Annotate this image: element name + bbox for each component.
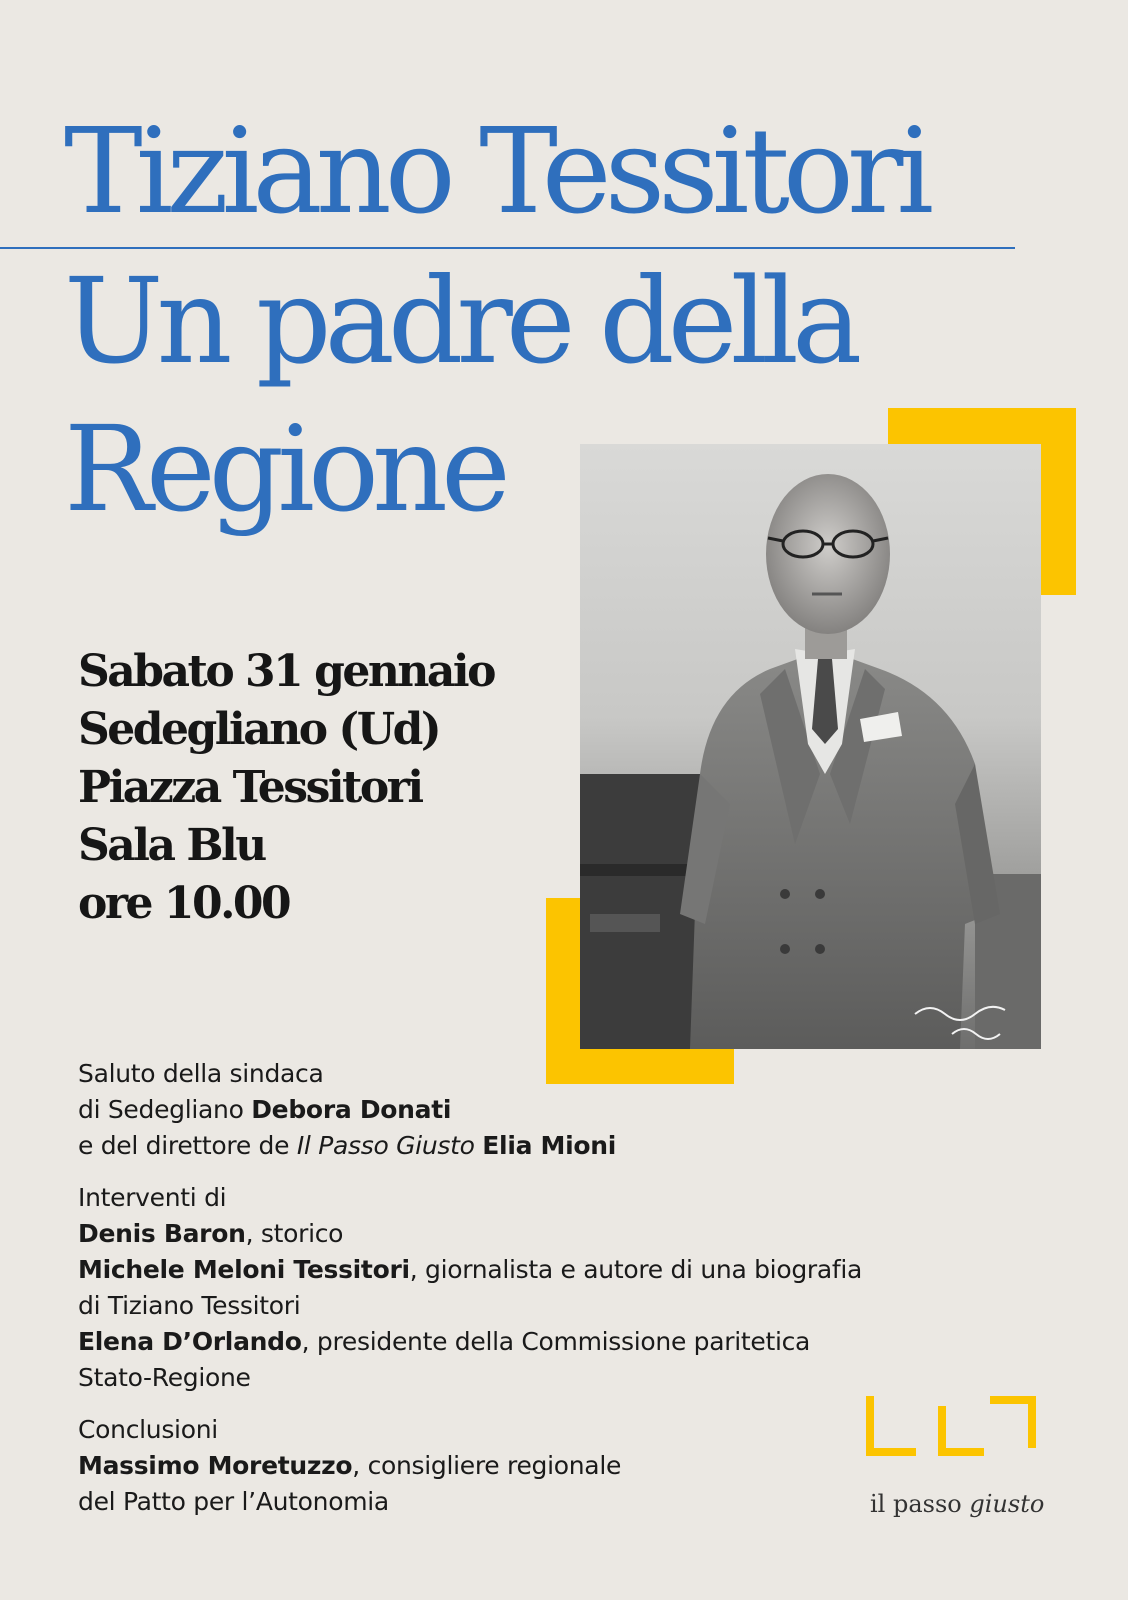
conclusions-role-cont: del Patto per l’Autonomia [78, 1487, 389, 1516]
mayor-name: Debora Donati [251, 1095, 452, 1124]
title-divider [0, 247, 1015, 249]
greeting-line-1: Saluto della sindaca [78, 1059, 324, 1088]
portrait-illustration [580, 444, 1041, 1049]
event-square: Piazza Tessitori [78, 762, 422, 813]
event-details [78, 643, 538, 933]
speaker-2 [78, 1252, 862, 1288]
speaker-3 [78, 1324, 862, 1360]
conclusions-name: Massimo Moretuzzo [78, 1451, 353, 1480]
greeting-block [78, 1056, 616, 1164]
speaker-2-role-cont: di Tiziano Tessitori [78, 1291, 301, 1320]
speaker-3-name: Elena D’Orlando [78, 1327, 302, 1356]
publication-name: Il Passo Giusto [296, 1131, 475, 1160]
title-line-3: Regione [64, 400, 504, 538]
conclusions-role: , consigliere regionale [352, 1451, 622, 1480]
title-line-1: Tiziano Tessitori [64, 102, 928, 240]
speakers-block [78, 1180, 862, 1396]
event-town: Sedegliano (Ud) [78, 704, 440, 755]
portrait-photo [580, 444, 1041, 1049]
conclusions-block [78, 1412, 621, 1520]
conclusions-heading: Conclusioni [78, 1415, 218, 1444]
logo-text [870, 1490, 1044, 1518]
event-time: ore 10.00 [78, 878, 290, 929]
bracket-corners-icon [866, 1396, 1038, 1458]
speaker-1-name: Denis Baron [78, 1219, 246, 1248]
logo-text-regular: il passo [870, 1490, 970, 1518]
speaker-2-name: Michele Meloni Tessitori [78, 1255, 410, 1284]
event-hall: Sala Blu [78, 820, 265, 871]
greeting-line-2-text: di Sedegliano [78, 1095, 252, 1124]
director-name: Elia Mioni [482, 1131, 617, 1160]
conclusions-speaker [78, 1448, 621, 1484]
speaker-1-role: , storico [245, 1219, 344, 1248]
greeting-line-3-text: e del direttore de [78, 1131, 297, 1160]
greeting-line-2 [78, 1092, 616, 1128]
title-line-2: Un padre della [64, 252, 856, 390]
speaker-2-role: , giornalista e autore di una biografia [409, 1255, 863, 1284]
speaker-1 [78, 1216, 862, 1252]
event-date: Sabato 31 gennaio [78, 646, 494, 697]
speaker-3-role: , presidente della Commissione paritetica [301, 1327, 811, 1356]
greeting-line-3 [78, 1128, 616, 1164]
speakers-heading: Interventi di [78, 1183, 227, 1212]
logo-text-italic: giusto [969, 1490, 1045, 1518]
speaker-3-role-cont: Stato-Regione [78, 1363, 251, 1392]
